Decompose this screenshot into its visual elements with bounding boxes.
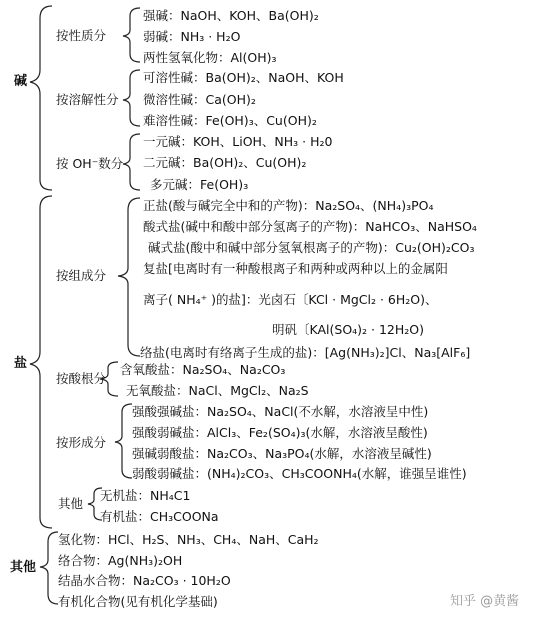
salt-others-label: 其他 <box>58 496 84 511</box>
category-base: 碱 <box>14 74 28 89</box>
salt-formation-item: 强碱弱酸盐：Na₂CO₃、Na₃PO₄(水解，水溶液呈碱性) <box>132 446 432 461</box>
salt-composition-item: 明矾〔KAl(SO₄)₂ · 12H₂O) <box>272 322 425 337</box>
base-oh-item: 多元碱：Fe(OH)₃ <box>150 177 249 192</box>
base-solubility-item: 可溶性碱：Ba(OH)₂、NaOH、KOH <box>143 70 344 85</box>
base-property-item: 弱碱：NH₃ · H₂O <box>143 29 241 44</box>
base-solubility-item: 难溶性碱：Fe(OH)₃、Cu(OH)₂ <box>143 113 317 128</box>
salt-others-item: 有机盐：CH₃COONa <box>100 509 219 524</box>
salt-formation-item: 强酸强碱盐：Na₂SO₄、NaCl(不水解，水溶液呈中性) <box>132 404 429 419</box>
category-other: 其他 <box>10 560 37 575</box>
salt-composition-item: 离子( NH₄⁺ )的盐]：光卤石〔KCl · MgCl₂ · 6H₂O)、 <box>143 292 438 307</box>
base-property-item: 两性氢氧化物：Al(OH)₃ <box>143 50 277 65</box>
base-by-property-label: 按性质分 <box>56 28 107 43</box>
base-property-item: 强碱：NaOH、KOH、Ba(OH)₂ <box>143 8 319 23</box>
category-salt: 盐 <box>14 356 28 371</box>
salt-composition-item: 络盐(电离时有络离子生成的盐)：[Ag(NH₃)₂]Cl、Na₃[AlF₆] <box>140 345 471 360</box>
base-oh-item: 一元碱：KOH、LiOH、NH₃ · H₂0 <box>143 134 333 149</box>
base-oh-item: 二元碱：Ba(OH)₂、Cu(OH)₂ <box>143 155 307 170</box>
watermark: 知乎 @黄酱 <box>450 594 520 609</box>
salt-composition-item: 碱式盐(酸中和碱中部分氢氧根离子的产物)：Cu₂(OH)₂CO₃ <box>148 240 475 255</box>
salt-by-composition-label: 按组成分 <box>56 268 107 283</box>
salt-others-item: 无机盐：NH₄C1 <box>100 488 191 503</box>
base-by-solubility-label: 按溶解性分 <box>56 92 119 107</box>
base-by-oh-label: 按 OH⁻数分 <box>56 156 124 171</box>
other-item: 络合物：Ag(NH₃)₂OH <box>58 553 183 568</box>
salt-composition-item: 酸式盐(碱中和酸中部分氢离子的产物)：NaHCO₃、NaHSO₄ <box>143 219 477 234</box>
salt-composition-item: 复盐[电离时有一种酸根离子和两种或两种以上的金属阳 <box>143 261 448 276</box>
other-item: 结晶水合物：Na₂CO₃ · 10H₂O <box>58 573 231 588</box>
salt-formation-item: 强酸弱碱盐：AlCl₃、Fe₂(SO₄)₃(水解，水溶液呈酸性) <box>132 425 428 440</box>
other-item: 有机化合物(见有机化学基础) <box>58 594 218 609</box>
salt-acid-item: 含氧酸盐：Na₂SO₄、Na₂CO₃ <box>120 362 286 377</box>
salt-composition-item: 正盐(酸与碱完全中和的产物)：Na₂SO₄、(NH₄)₃PO₄ <box>143 198 434 213</box>
salt-formation-item: 弱酸弱碱盐：(NH₄)₂CO₃、CH₃COONH₄(水解，谁强呈谁性) <box>132 466 467 481</box>
salt-by-formation-label: 按形成分 <box>56 435 107 450</box>
base-solubility-item: 微溶性碱：Ca(OH)₂ <box>143 92 256 107</box>
salt-by-acid-label: 按酸根分 <box>56 371 107 386</box>
salt-acid-item: 无氧酸盐：NaCl、MgCl₂、Na₂S <box>126 383 309 398</box>
other-item: 氢化物：HCl、H₂S、NH₃、CH₄、NaH、CaH₂ <box>58 532 319 547</box>
